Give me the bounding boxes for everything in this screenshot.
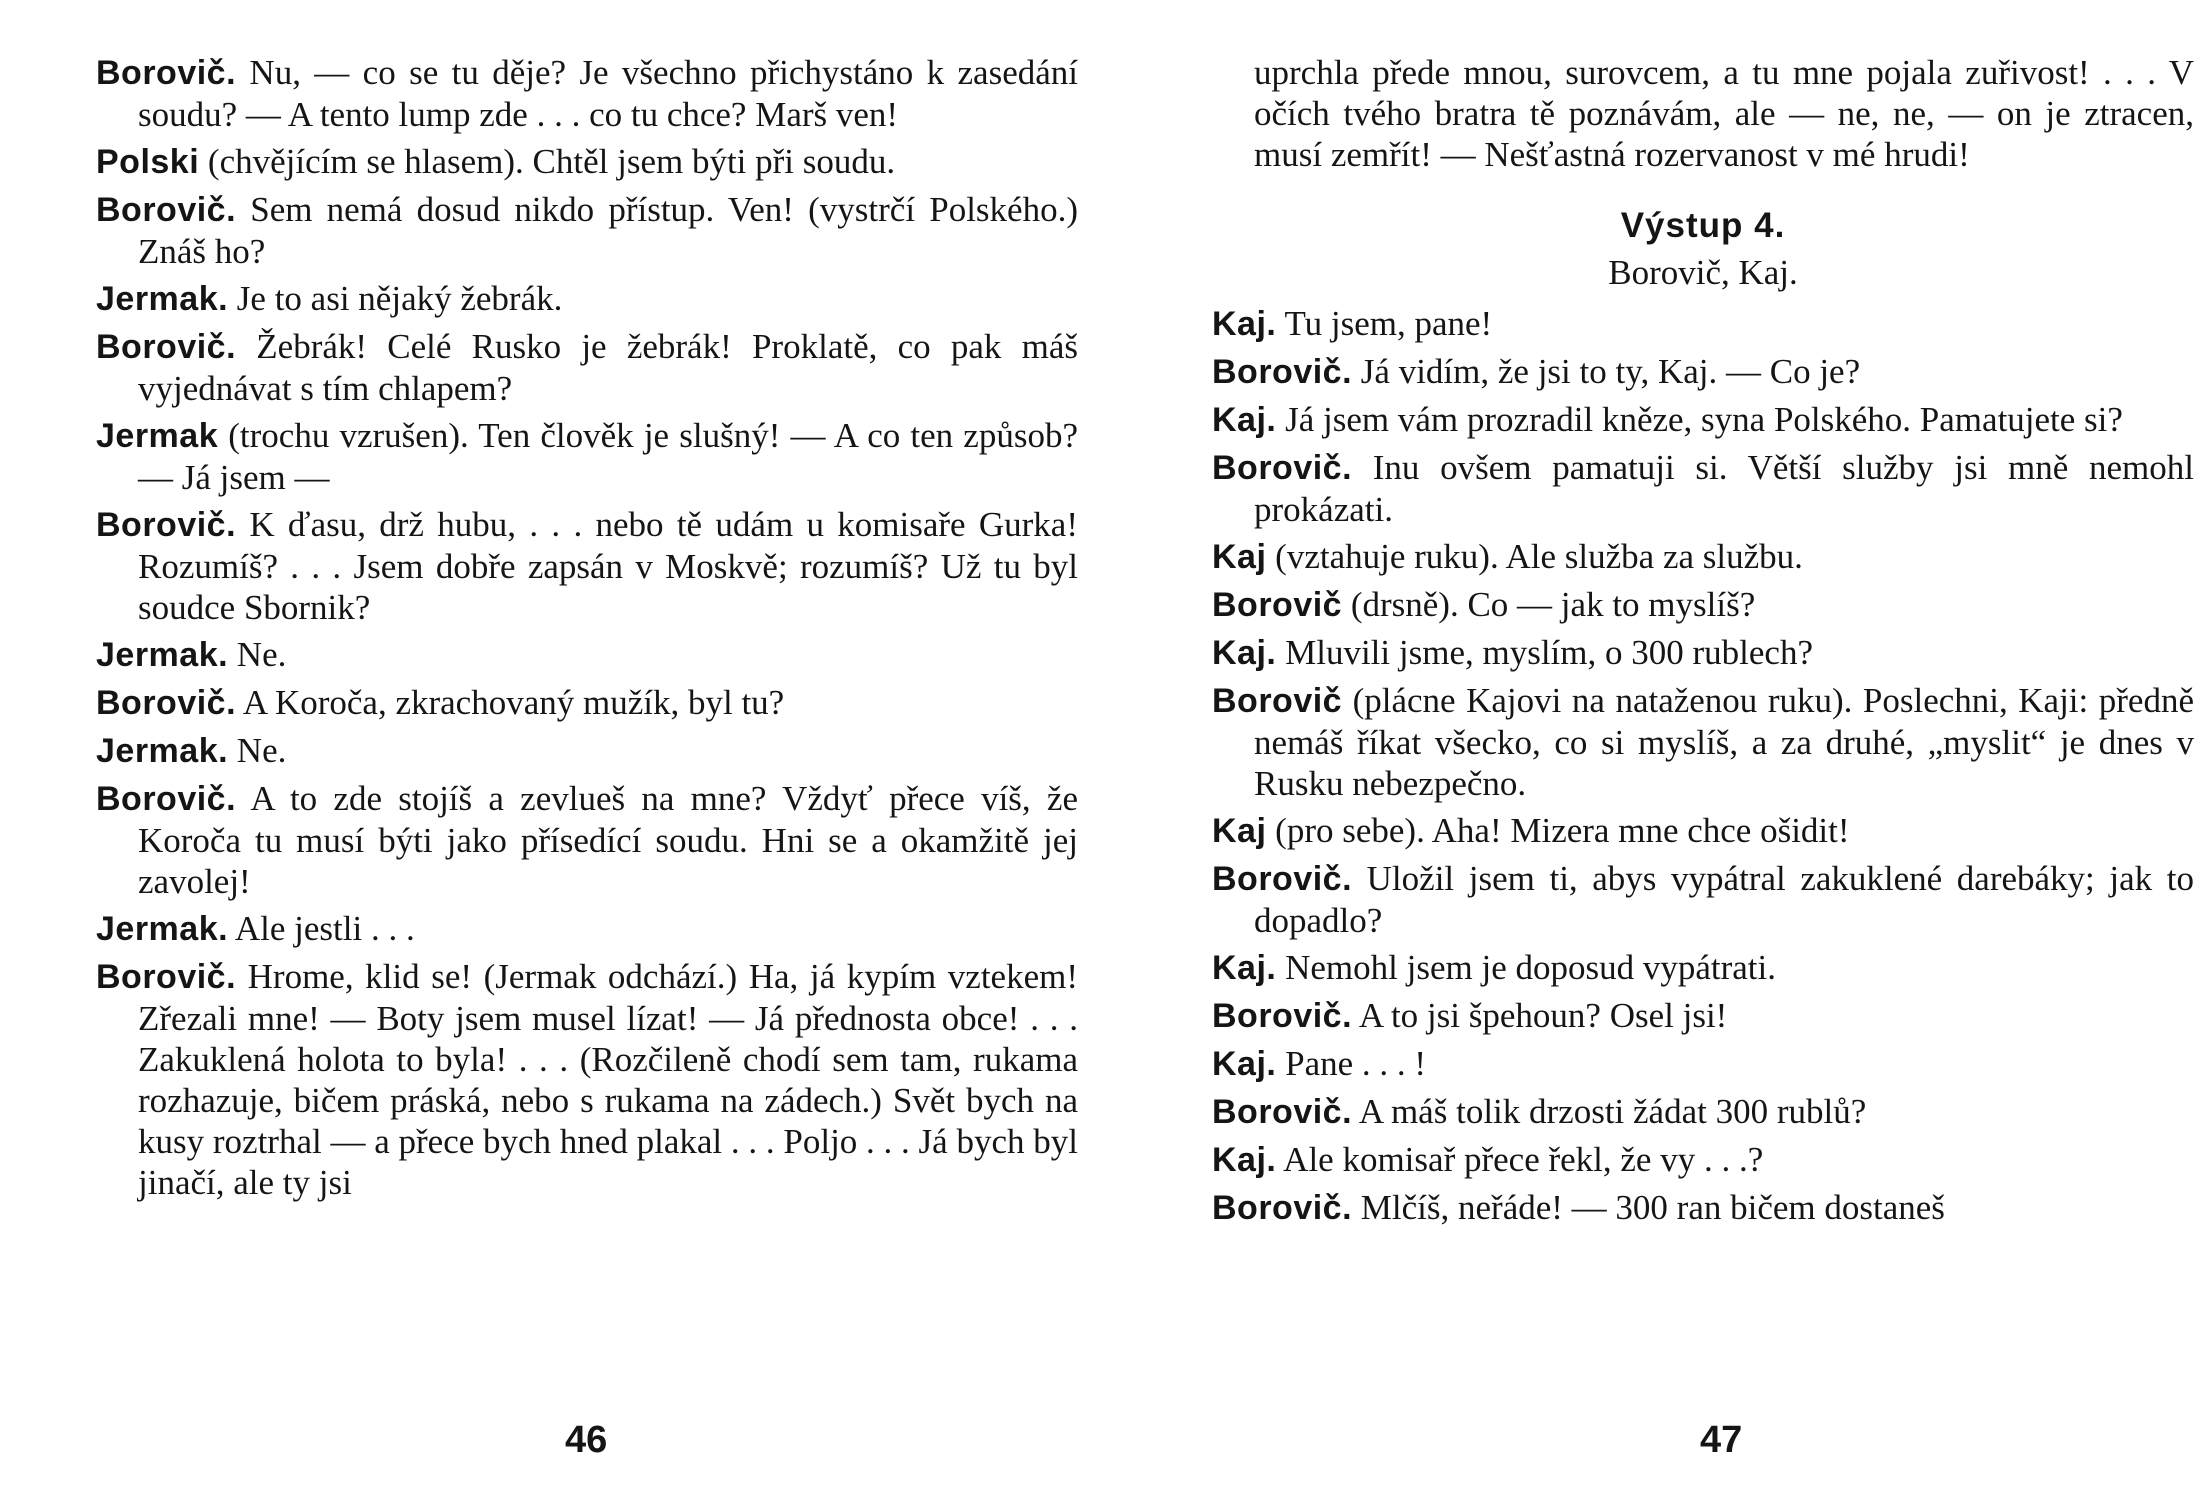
speaker-name: Borovič. [96,958,237,996]
dialogue-line [1212,351,2194,393]
dialogue-line [96,141,1078,183]
speech-text: Ne. [228,635,287,674]
speech-text: Mlčíš, neřáde! — 300 ran bičem dostaneš [1352,1188,1945,1227]
speech-text: Nemohl jsem je doposud vypátrati. [1276,948,1776,987]
speech-text: K ďasu, drž hubu, . . . nebo tě udám u komisaře Gurka! Rozumíš? . . . Jsem dobře zapsán v Moskvě; rozumíš? Už tu byl soudce Sbornik? [138,505,1078,627]
speech-text: Nu, — co se tu děje? Je všechno přichystáno k zasedání soudu? — A tento lump zde . . . co tu chce? Marš ven! [138,53,1078,134]
speech-text: (vztahuje ruku). Ale služba za službu. [1266,537,1803,576]
dialogue-line [96,908,1078,950]
speaker-name: Borovič [1212,586,1343,624]
speech-text: Uložil jsem ti, abys vypátral zakuklené darebáky; jak to dopadlo? [1254,859,2194,940]
dialogue-line [1212,680,2194,804]
dialogue-line [96,52,1078,135]
speech-text: Tu jsem, pane! [1276,304,1493,343]
speech-text: (chvějícím se hlasem). Chtěl jsem býti při soudu. [199,142,896,181]
dialogue-line [96,682,1078,724]
dialogue-line [96,634,1078,676]
scene-heading: Výstup 4. [1620,206,1786,245]
dialogue-line [1212,447,2194,530]
dialogue-line [96,730,1078,772]
speaker-name: Kaj. [1212,949,1277,987]
speech-text: A to jsi špehoun? Osel jsi! [1352,996,1728,1035]
speaker-name: Borovič. [1212,1189,1353,1227]
speaker-name: Borovič. [96,54,237,92]
dialogue-line [1212,632,2194,674]
speaker-name: Borovič. [96,684,237,722]
dialogue-line [96,956,1078,1203]
speech-text: Já vidím, že jsi to ty, Kaj. — Co je? [1352,352,1861,391]
dialogue-line [1212,399,2194,441]
dialogue-line [1212,1139,2194,1181]
dialogue-line [1212,858,2194,941]
dialogue-line [1212,303,2194,345]
dialogue-line [1212,810,2194,852]
page-number: 46 [565,1419,608,1461]
right-page-text [1212,52,2194,1235]
speech-text: Hrome, klid se! (Jermak odchází.) Ha, já kypím vztekem! Zřezali mne! — Boty jsem musel lízat! — Já přednosta obce! . . . Zakuklená holota to byla! . . . (Rozčileně chodí sem tam, rukama rozhazuje, bičem práská, nebo s rukama na zádech.) Svět bych na kusy roztrhal — a přece bych hned plakal . . . Poljo . . . Já bych byl jinačí, ale ty jsi [138,957,1078,1202]
dialogue-line [1212,536,2194,578]
speaker-name: Jermak. [96,910,229,948]
speech-text: Mluvili jsme, myslím, o 300 rublech? [1276,633,1813,672]
speech-text: Sem nemá dosud nikdo přístup. Ven! (vystrčí Polského.) Znáš ho? [138,190,1078,271]
speech-text: Pane . . . ! [1276,1044,1427,1083]
dialogue-line [1212,584,2194,626]
page-number: 47 [1700,1419,1743,1461]
speech-text: Žebrák! Celé Rusko je žebrák! Proklatě, co pak máš vyjednávat s tím chlapem? [138,327,1078,408]
speaker-name: Jermak. [96,732,229,770]
speaker-name: Jermak [96,417,219,455]
speech-text: (pro sebe). Aha! Mizera mne chce ošidit! [1266,811,1850,850]
speaker-name: Kaj [1212,538,1267,576]
speaker-name: Jermak. [96,280,229,318]
speaker-name: Borovič. [96,780,237,818]
speech-text: (trochu vzrušen). Ten člověk je slušný! — A co ten způsob? — Já jsem — [138,416,1078,497]
speaker-name: Borovič. [1212,1093,1353,1131]
dialogue-line [1212,947,2194,989]
speaker-name: Kaj. [1212,1141,1277,1179]
speech-text: Je to asi nějaký žebrák. [228,279,563,318]
speaker-name: Kaj [1212,812,1267,850]
dialogue-line [96,189,1078,272]
speech-text: Ne. [228,731,287,770]
dialogue-line [96,415,1078,498]
speaker-name: Borovič. [1212,353,1353,391]
speech-text: A to zde stojíš a zevlueš na mne? Vždyť přece víš, že Koroča tu musí býti jako přísedící soudu. Hni se a okamžitě jej zavolej! [138,779,1078,901]
speaker-name: Borovič. [1212,997,1353,1035]
dialogue-line [96,326,1078,409]
speaker-name: Borovič. [1212,860,1353,898]
continued-speech: uprchla přede mnou, surovcem, a tu mne pojala zuřivost! . . . V očích tvého bratra tě poznávám, ale — ne, ne, — on je ztracen, musí zemřít! — Nešťastná rozervanost v mé hrudi! [1254,53,2194,174]
speaker-name: Borovič [1212,682,1343,720]
dialogue-line [1212,1043,2194,1085]
speaker-name: Kaj. [1212,305,1277,343]
speaker-name: Kaj. [1212,634,1277,672]
dialogue-line [1212,1091,2194,1133]
speaker-name: Borovič. [96,328,237,366]
speech-text: Ale komisař přece řekl, že vy . . .? [1276,1140,1764,1179]
left-page-text [96,52,1078,1209]
dialogue-line [1212,995,2194,1037]
speaker-name: Borovič. [96,506,237,544]
scene-persons: Borovič, Kaj. [1608,253,1798,292]
speaker-name: Jermak. [96,636,229,674]
speech-text: A Koroča, zkrachovaný mužík, byl tu? [236,683,785,722]
dialogue-line [96,778,1078,902]
speech-text: Já jsem vám prozradil kněze, syna Polského. Pamatujete si? [1276,400,2123,439]
speaker-name: Kaj. [1212,401,1277,439]
dialogue-line [1212,1187,2194,1229]
speaker-name: Borovič. [96,191,237,229]
speech-text: A máš tolik drzosti žádat 300 rublů? [1352,1092,1867,1131]
dialogue-line [96,504,1078,628]
speaker-name: Polski [96,143,200,181]
speaker-name: Kaj. [1212,1045,1277,1083]
dialogue-line [96,278,1078,320]
right-page [1105,0,2210,1500]
speech-text: (plácne Kajovi na nataženou ruku). Poslechni, Kaji: předně nemáš říkat všecko, co si myslíš, a za druhé, „myslit“ je dnes v Rusku nebezpečno. [1254,681,2194,803]
speech-text: Inu ovšem pamatuji si. Větší služby jsi mně nemohl prokázati. [1254,448,2194,529]
speaker-name: Borovič. [1212,449,1353,487]
speech-text: (drsně). Co — jak to myslíš? [1342,585,1756,624]
speech-text: Ale jestli . . . [228,909,415,948]
